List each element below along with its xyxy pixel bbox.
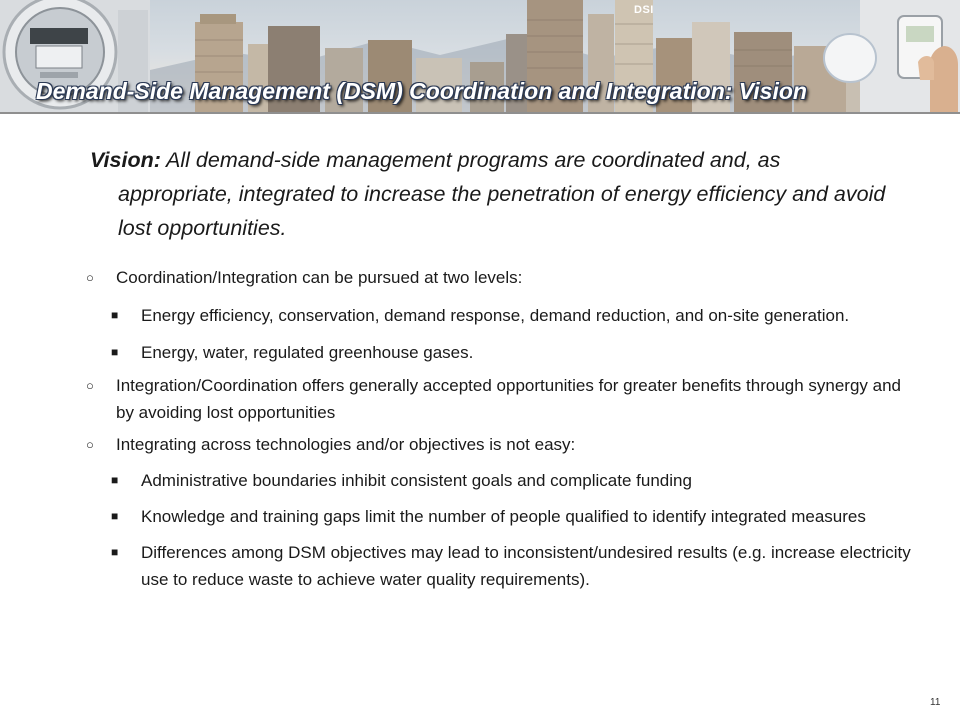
bullet-text: Energy, water, regulated greenhouse gases. bbox=[141, 343, 474, 362]
bullet-text: Integrating across technologies and/or objectives is not easy: bbox=[116, 435, 576, 454]
sub-bullet-item bbox=[0, 539, 960, 593]
bullet-text: Coordination/Integration can be pursued at two levels: bbox=[116, 268, 523, 287]
square-bullet-icon: ■ bbox=[111, 545, 119, 559]
square-bullet-icon: ■ bbox=[111, 509, 119, 523]
bullet-text: Knowledge and training gaps limit the number of people qualified to identify integrated measures bbox=[141, 507, 866, 526]
bullet-item bbox=[0, 264, 960, 291]
bullet-item bbox=[0, 372, 960, 426]
hollow-circle-bullet-icon: ○ bbox=[86, 437, 94, 452]
vision-text: All demand-side management programs are coordinated and, as appropriate, integrated to increase the penetration of energy efficiency and avoid lost opportunities. bbox=[118, 148, 886, 240]
square-bullet-icon: ■ bbox=[111, 473, 119, 487]
square-bullet-icon: ■ bbox=[111, 345, 119, 359]
banner-tag: DSI bbox=[634, 4, 654, 16]
bullet-text: Administrative boundaries inhibit consistent goals and complicate funding bbox=[141, 471, 692, 490]
bullet-text: Energy efficiency, conservation, demand response, demand reduction, and on-site generation. bbox=[141, 306, 850, 325]
square-bullet-icon: ■ bbox=[111, 308, 119, 322]
slide-title: Demand-Side Management (DSM) Coordination and Integration: Vision bbox=[36, 78, 807, 104]
page-number: 11 bbox=[930, 697, 941, 708]
sub-bullet-item bbox=[0, 339, 960, 366]
vision-statement bbox=[90, 143, 890, 245]
vision-paragraph bbox=[90, 143, 890, 245]
vision-label: Vision: bbox=[90, 148, 161, 172]
bullet-text: Integration/Coordination offers generally accepted opportunities for greater benefits through synergy and by avoiding lost opportunities bbox=[116, 376, 902, 422]
sub-bullet-item bbox=[0, 467, 960, 494]
bullet-list bbox=[0, 264, 960, 593]
header-banner bbox=[0, 0, 960, 114]
bullet-text: Differences among DSM objectives may lead to inconsistent/undesired results (e.g. increase electricity use to reduce waste to achieve water quality requirements). bbox=[141, 543, 911, 589]
bullet-item bbox=[0, 431, 960, 458]
sub-bullet-item bbox=[0, 503, 960, 530]
hollow-circle-bullet-icon: ○ bbox=[86, 270, 94, 285]
sub-bullet-item bbox=[0, 302, 960, 329]
hollow-circle-bullet-icon: ○ bbox=[86, 378, 94, 393]
header-divider bbox=[0, 112, 960, 114]
